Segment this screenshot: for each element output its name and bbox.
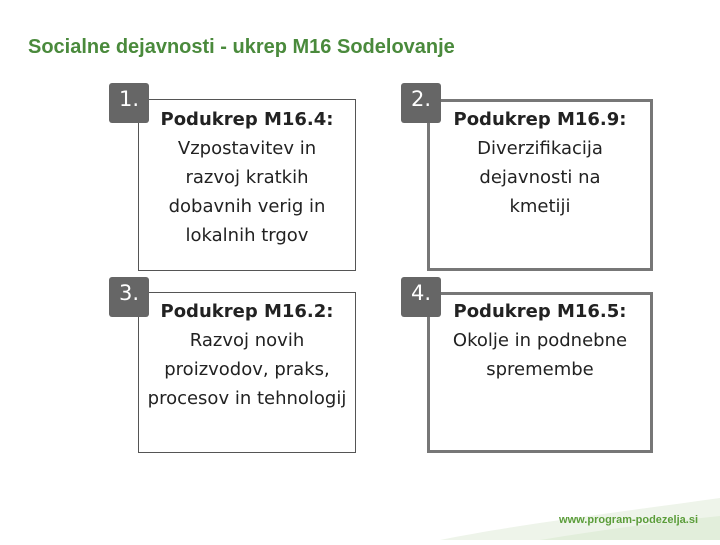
page-title: Socialne dejavnosti - ukrep M16 Sodelovanje	[28, 36, 455, 58]
card-description: Diverzifikacija dejavnosti na kmetiji	[477, 138, 603, 217]
measure-card-2	[427, 99, 653, 271]
card-heading: Podukrep M16.4:	[160, 109, 334, 130]
card-heading: Podukrep M16.9:	[453, 109, 627, 130]
card-number-badge: 4.	[401, 277, 441, 317]
card-number-badge: 2.	[401, 83, 441, 123]
card-description: Razvoj novih proizvodov, praks, procesov in tehnologij	[147, 330, 347, 409]
footer-url[interactable]: www.program-podezelja.si	[559, 514, 698, 526]
card-number-badge: 1.	[109, 83, 149, 123]
card-heading: Podukrep M16.2:	[160, 301, 334, 322]
card-description: Okolje in podnebne spremembe	[452, 330, 628, 380]
measure-card-1	[138, 99, 356, 271]
measure-card-3	[138, 292, 356, 453]
card-number-badge: 3.	[109, 277, 149, 317]
card-heading: Podukrep M16.5:	[453, 301, 627, 322]
card-description: Vzpostavitev in razvoj kratkih dobavnih verig in lokalnih trgov	[168, 138, 326, 246]
measure-card-4	[427, 292, 653, 453]
